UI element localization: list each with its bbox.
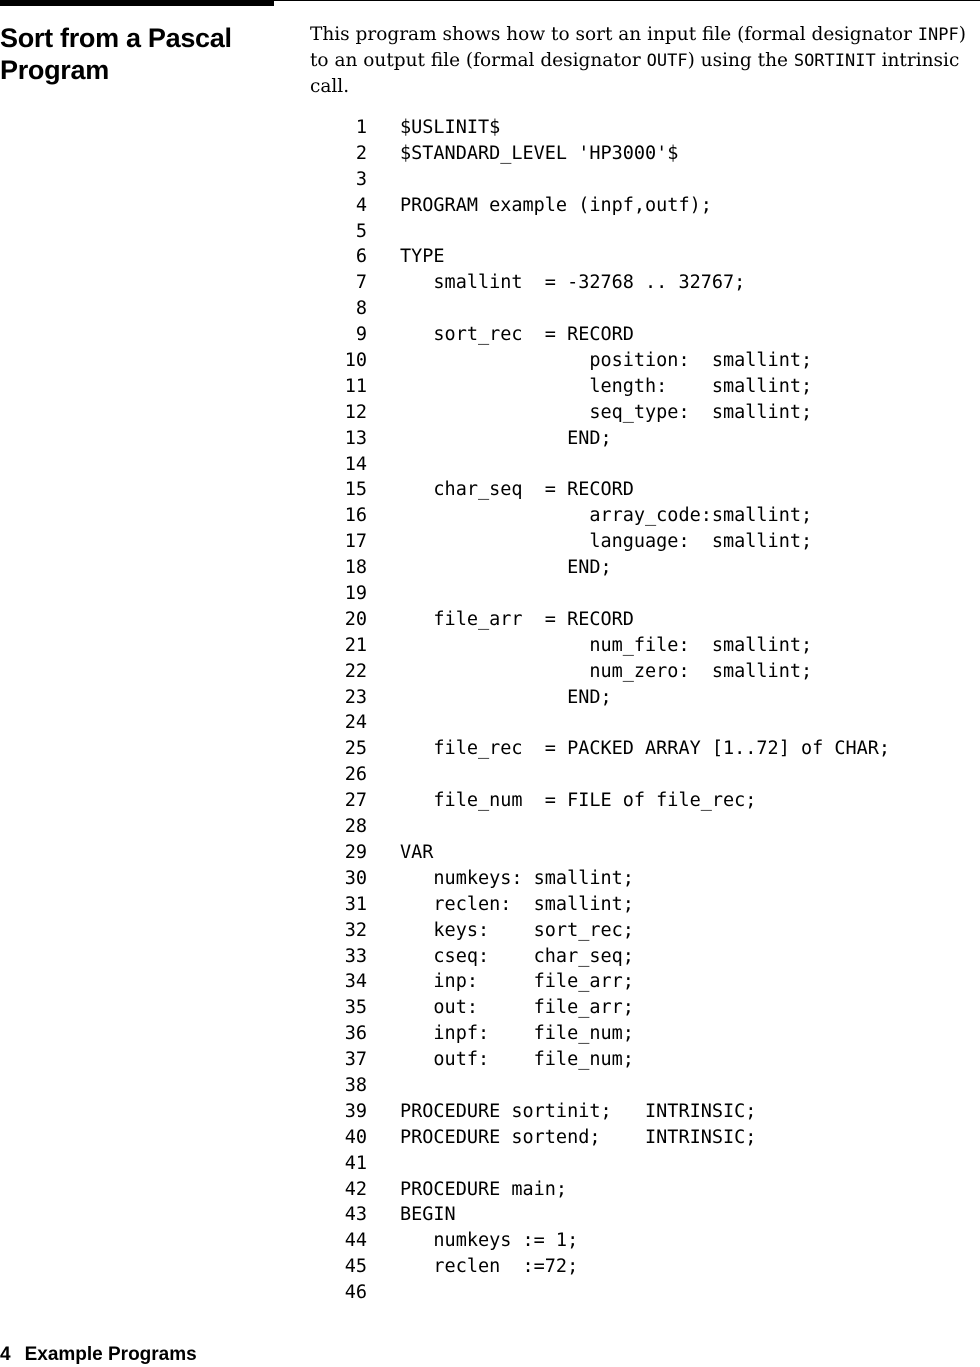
line-number: 22: [344, 660, 367, 682]
line-number: 35: [344, 997, 367, 1019]
line-code: END;: [400, 686, 612, 708]
line-code: $USLINIT$: [400, 117, 501, 138]
code-line: [334, 219, 890, 245]
intro-paragraph: [310, 22, 975, 100]
line-number: 40: [344, 1126, 367, 1148]
code-listing: [334, 115, 890, 1306]
line-code: language: smallint;: [400, 531, 813, 553]
line-code: PROCEDURE main;: [400, 1178, 568, 1200]
line-code: [367, 814, 400, 840]
intro-text-1: This program shows how to sort an input file (formal designator: [310, 24, 918, 45]
line-code: keys: sort_rec;: [400, 919, 634, 941]
line-number: 36: [344, 1023, 367, 1045]
line-number: 34: [344, 971, 367, 993]
line-number: 44: [344, 1230, 367, 1252]
code-line: [334, 1254, 890, 1280]
line-code: cseq: char_seq;: [400, 945, 634, 967]
line-code: [367, 296, 400, 322]
code-line: [334, 1047, 890, 1073]
line-code: [367, 1073, 400, 1099]
code-line: [334, 1202, 890, 1228]
line-number: 4: [355, 194, 367, 216]
line-code: [367, 219, 400, 245]
intro-text-3: ) using the: [687, 50, 794, 71]
code-line: [334, 270, 890, 296]
code-line: [334, 1021, 890, 1047]
code-line: [334, 659, 890, 685]
line-number: 41: [344, 1152, 367, 1174]
line-code: BEGIN: [400, 1204, 456, 1226]
line-code: [367, 1280, 400, 1306]
line-number: 12: [344, 401, 367, 423]
code-line: [334, 918, 890, 944]
code-line: [334, 995, 890, 1021]
line-code: PROGRAM example (inpf,outf);: [400, 194, 712, 216]
line-number: 45: [344, 1256, 367, 1278]
intro-code-inpf: INPF: [917, 25, 959, 45]
code-line: [334, 1228, 890, 1254]
line-number: 26: [344, 764, 367, 786]
header-rule-thin: [274, 0, 980, 1]
line-number: 2: [355, 142, 367, 164]
line-code: smallint = -32768 .. 32767;: [400, 272, 746, 294]
line-number: 25: [344, 738, 367, 760]
line-number: 16: [344, 505, 367, 527]
intro-code-sortinit: SORTINIT: [793, 51, 876, 71]
line-number: 15: [344, 479, 367, 501]
line-code: [367, 581, 400, 607]
line-code: num_file: smallint;: [400, 634, 813, 656]
code-line: [334, 529, 890, 555]
code-line: [334, 348, 890, 374]
code-line: [334, 710, 890, 736]
line-code: PROCEDURE sortend; INTRINSIC;: [400, 1126, 757, 1148]
line-number: 6: [355, 246, 367, 268]
line-code: file_num = FILE of file_rec;: [400, 790, 757, 812]
line-code: [367, 167, 400, 193]
line-number: 20: [344, 608, 367, 630]
code-line: [334, 788, 890, 814]
line-code: reclen: smallint;: [400, 893, 634, 915]
line-number: 10: [344, 350, 367, 372]
line-number: 43: [344, 1204, 367, 1226]
line-number: 13: [344, 427, 367, 449]
code-line: [334, 866, 890, 892]
code-line: [334, 1099, 890, 1125]
code-line: [334, 322, 890, 348]
line-number: 27: [344, 790, 367, 812]
line-number: 19: [344, 583, 367, 605]
line-code: [367, 1151, 400, 1177]
code-line: [334, 115, 890, 141]
code-line: [334, 685, 890, 711]
line-code: length: smallint;: [400, 375, 813, 397]
line-code: numkeys := 1;: [400, 1230, 579, 1252]
line-code: num_zero: smallint;: [400, 660, 813, 682]
section-title: [0, 22, 290, 86]
code-line: [334, 193, 890, 219]
line-code: position: smallint;: [400, 350, 813, 372]
line-number: 1: [355, 117, 367, 138]
code-line: [334, 840, 890, 866]
line-number: 31: [344, 893, 367, 915]
line-number: 7: [355, 272, 367, 294]
code-line: [334, 607, 890, 633]
code-line: [334, 581, 890, 607]
line-code: [367, 762, 400, 788]
intro-text-2: ) to an output file (formal designator: [310, 24, 966, 71]
line-code: file_arr = RECORD: [400, 608, 634, 630]
code-line: [334, 969, 890, 995]
page-number: 4: [0, 1344, 11, 1365]
line-number: 32: [344, 919, 367, 941]
code-line: [334, 633, 890, 659]
code-line: [334, 1177, 890, 1203]
line-code: END;: [400, 557, 612, 579]
intro-code-outf: OUTF: [646, 51, 688, 71]
header-rule-thick: [0, 0, 274, 6]
chapter-title: Example Programs: [24, 1344, 197, 1365]
line-number: 37: [344, 1049, 367, 1071]
line-code: seq_type: smallint;: [400, 401, 813, 423]
line-number: 17: [344, 531, 367, 553]
line-code: PROCEDURE sortinit; INTRINSIC;: [400, 1100, 757, 1122]
line-code: file_rec = PACKED ARRAY [1..72] of CHAR;: [400, 738, 891, 760]
line-number: 29: [344, 841, 367, 863]
line-number: 18: [344, 557, 367, 579]
section-title-line2: Program: [0, 55, 109, 85]
line-number: 21: [344, 634, 367, 656]
line-number: 8: [355, 298, 367, 320]
code-line: [334, 892, 890, 918]
line-number: 38: [344, 1074, 367, 1096]
code-line: [334, 477, 890, 503]
line-code: inp: file_arr;: [400, 971, 634, 993]
code-line: [334, 374, 890, 400]
line-number: 39: [344, 1100, 367, 1122]
code-line: [334, 736, 890, 762]
line-code: reclen :=72;: [400, 1256, 579, 1278]
line-number: 23: [344, 686, 367, 708]
intro-text-4: intrinsic call.: [310, 50, 960, 97]
code-line: [334, 1073, 890, 1099]
line-number: 30: [344, 867, 367, 889]
line-code: [367, 452, 400, 478]
line-code: outf: file_num;: [400, 1049, 634, 1071]
line-number: 24: [344, 712, 367, 734]
code-line: [334, 426, 890, 452]
code-line: [334, 141, 890, 167]
code-line: [334, 1280, 890, 1306]
line-code: numkeys: smallint;: [400, 867, 634, 889]
line-code: sort_rec = RECORD: [400, 324, 634, 346]
code-line: [334, 1151, 890, 1177]
code-line: [334, 452, 890, 478]
line-code: inpf: file_num;: [400, 1023, 634, 1045]
line-code: $STANDARD_LEVEL 'HP3000'$: [400, 142, 679, 164]
line-number: 46: [344, 1282, 367, 1304]
code-line: [334, 167, 890, 193]
code-line: [334, 944, 890, 970]
line-number: 11: [344, 375, 367, 397]
line-number: 3: [355, 168, 367, 190]
line-code: VAR: [400, 841, 434, 863]
line-number: 28: [344, 816, 367, 838]
section-title-line1: Sort from a Pascal: [0, 23, 232, 53]
code-line: [334, 296, 890, 322]
code-line: [334, 244, 890, 270]
code-line: [334, 400, 890, 426]
line-number: 9: [355, 324, 367, 346]
line-number: 42: [344, 1178, 367, 1200]
line-code: TYPE: [400, 246, 445, 268]
line-code: char_seq = RECORD: [400, 479, 634, 501]
code-line: [334, 814, 890, 840]
page-footer: [0, 1343, 197, 1367]
line-code: [367, 710, 400, 736]
line-number: 14: [344, 453, 367, 475]
code-line: [334, 555, 890, 581]
line-number: 33: [344, 945, 367, 967]
code-line: [334, 762, 890, 788]
line-code: END;: [400, 427, 612, 449]
line-code: array_code:smallint;: [400, 505, 813, 527]
line-code: out: file_arr;: [400, 997, 634, 1019]
code-line: [334, 503, 890, 529]
line-number: 5: [355, 220, 367, 242]
code-line: [334, 1125, 890, 1151]
